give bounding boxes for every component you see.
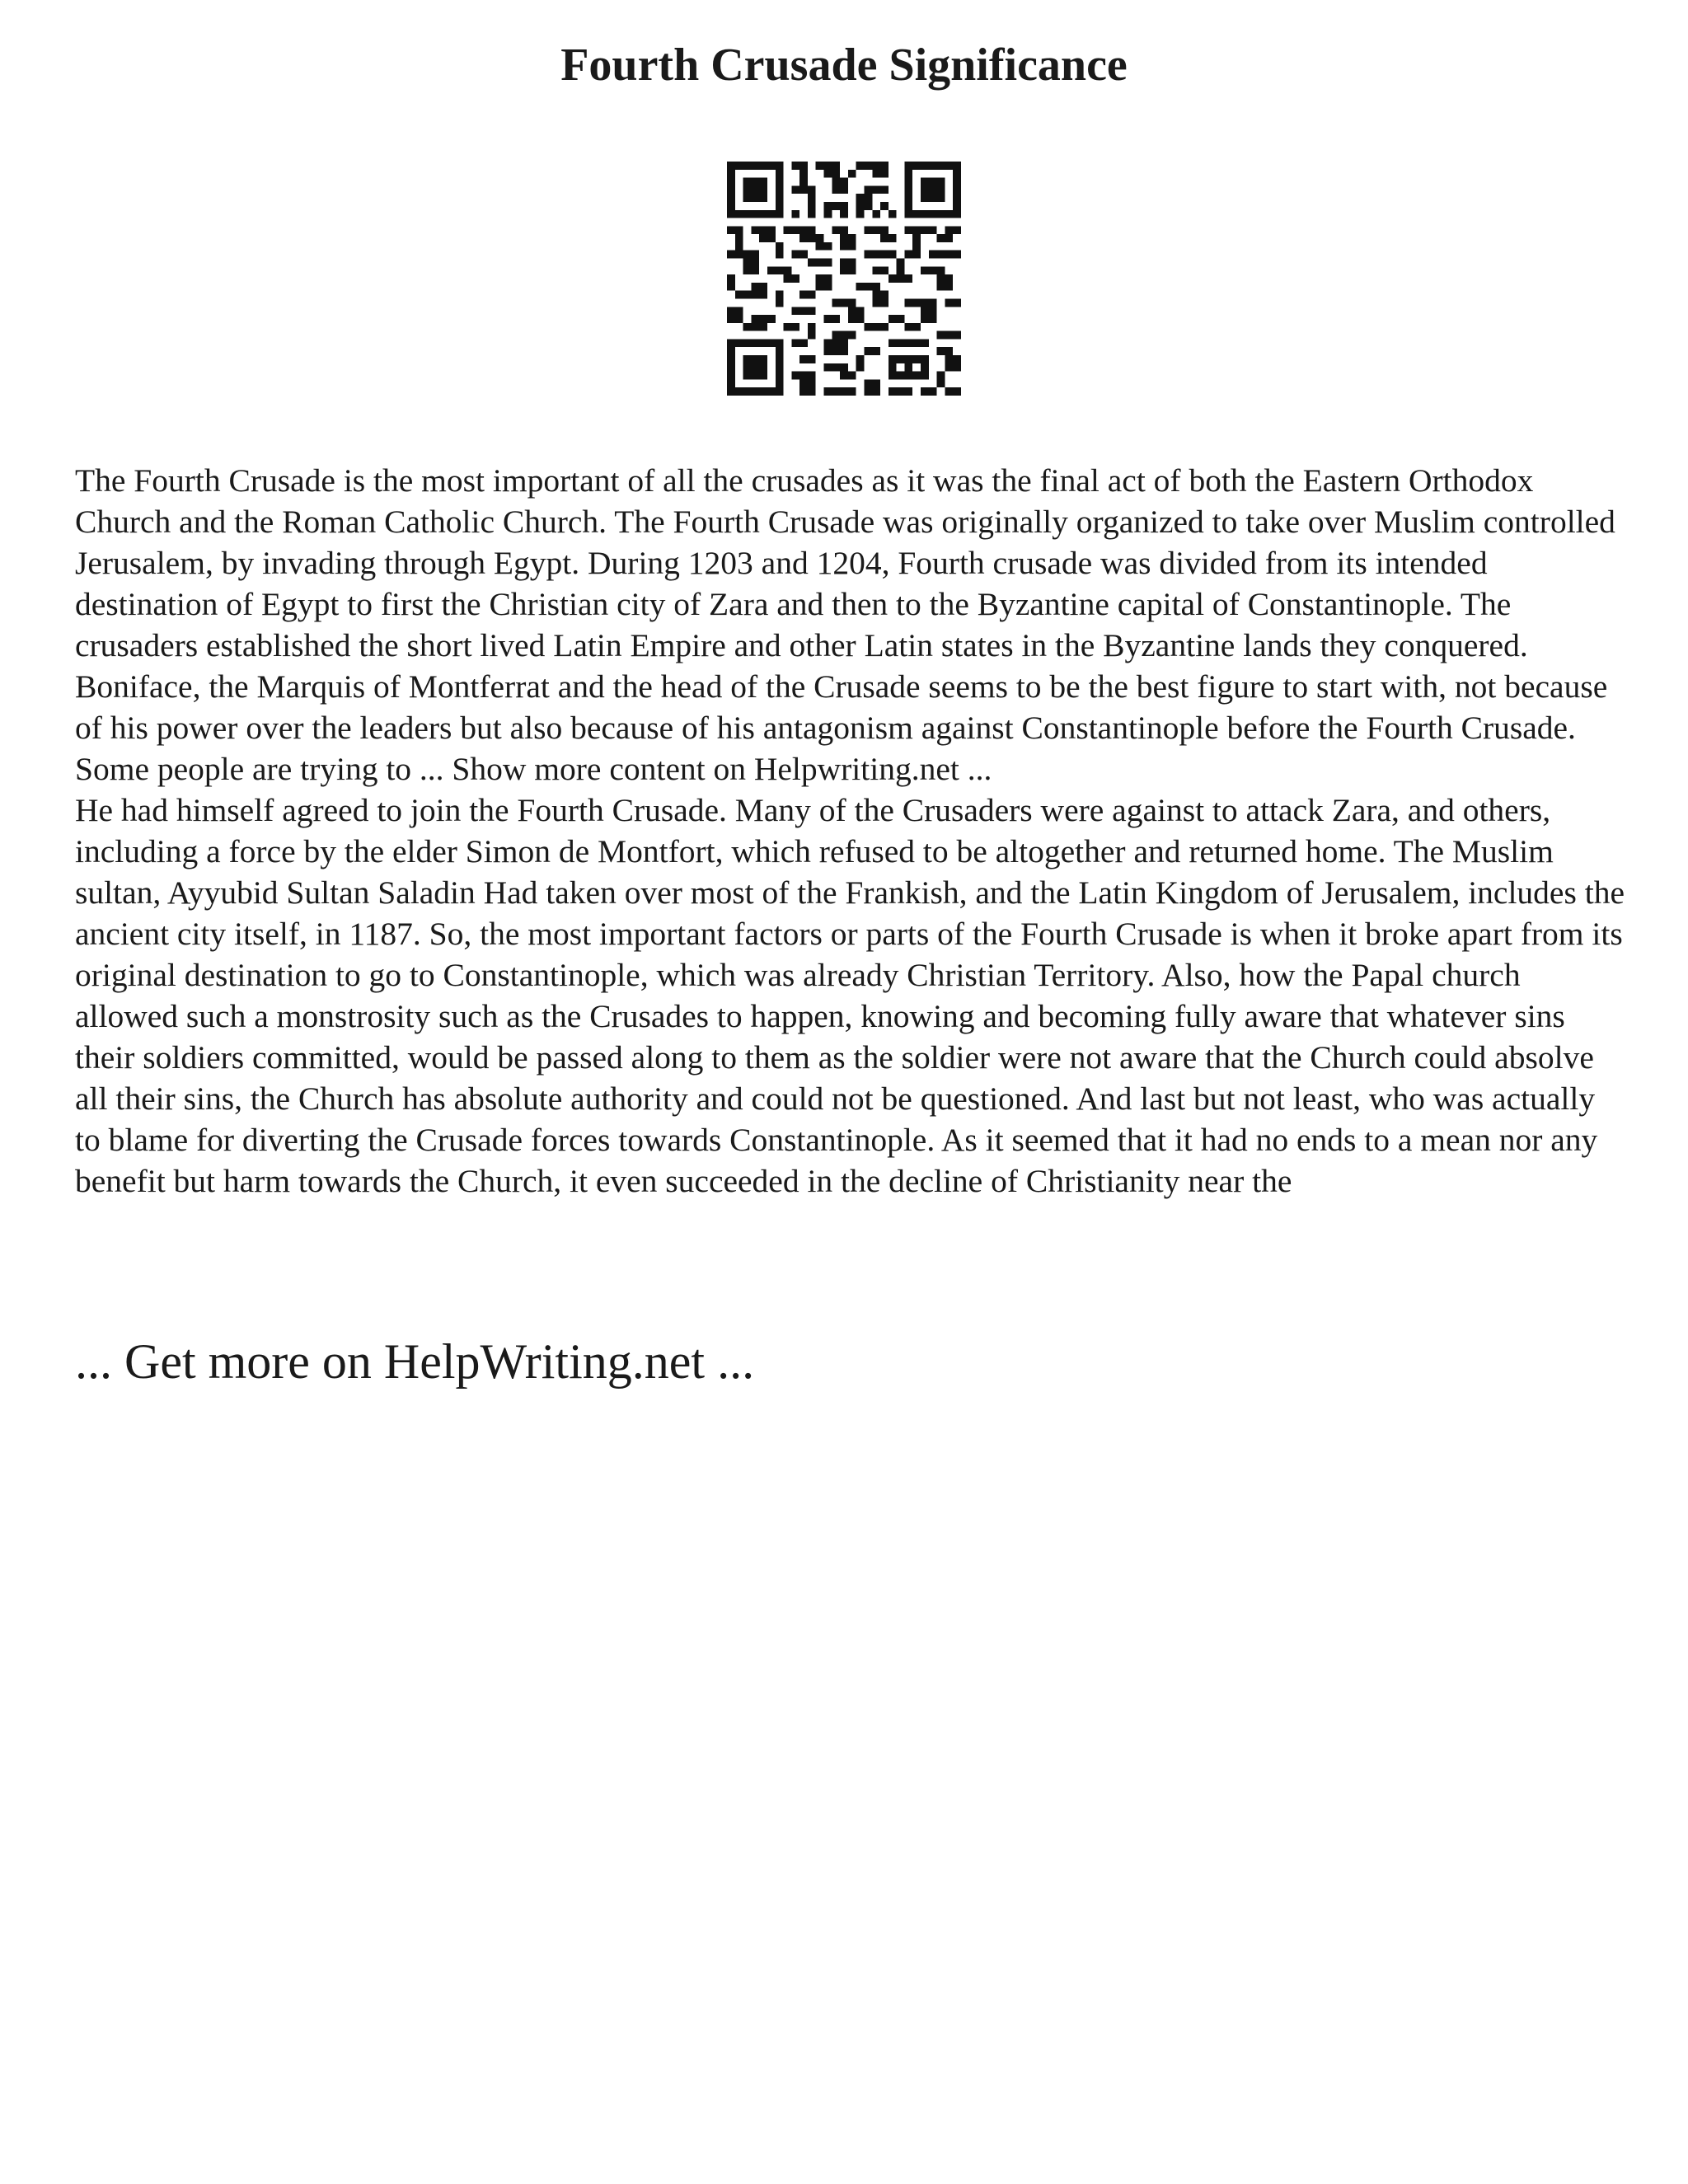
article-body: [75, 460, 1625, 1202]
qr-code-icon: [727, 162, 961, 396]
article-paragraph-2: He had himself agreed to join the Fourth Crusade. Many of the Crusaders were against to attack Zara, and others, including a force by the elder Simon de Montfort, which refused to be altogether and returned home. The Muslim sultan, Ayyubid Sultan Saladin Had taken over most of the Frankish, and the Latin Kingdom of Jerusalem, includes the ancient city itself, in 1187. So, the most important factors or parts of the Fourth Crusade is when it broke apart from its original destination to go to Constantinople, which was already Christian Territory. Also, how the Papal church allowed such a monstrosity such as the Crusades to happen, knowing and becoming fully aware that whatever sins their soldiers committed, would be passed along to them as the soldier were not aware that the Church could absolve all their sins, the Church has absolute authority and could not be questioned. And last but not least, who was actually to blame for diverting the Crusade forces towards Constantinople. As it seemed that it had no ends to a mean nor any benefit but harm towards the Church, it even succeeded in the decline of Christianity near the: [75, 792, 1625, 1199]
article-paragraph-1: The Fourth Crusade is the most important of all the crusades as it was the final act of both the Eastern Orthodox Church and the Roman Catholic Church. The Fourth Crusade was originally organized to take over Muslim controlled Jerusalem, by invading through Egypt. During 1203 and 1204, Fourth crusade was divided from its intended destination of Egypt to first the Christian city of Zara and then to the Byzantine capital of Constantinople. The crusaders established the short lived Latin Empire and other Latin states in the Byzantine lands they conquered. Boniface, the Marquis of Montferrat and the head of the Crusade seems to be the best figure to start with, not because of his power over the leaders but also because of his antagonism against Constantinople before the Fourth Crusade. Some people are trying to ... Show more content on Helpwriting.net ...: [75, 462, 1615, 787]
get-more-link[interactable]: ... Get more on HelpWriting.net ...: [75, 1334, 755, 1389]
page-title: Fourth Crusade Significance: [560, 40, 1128, 91]
